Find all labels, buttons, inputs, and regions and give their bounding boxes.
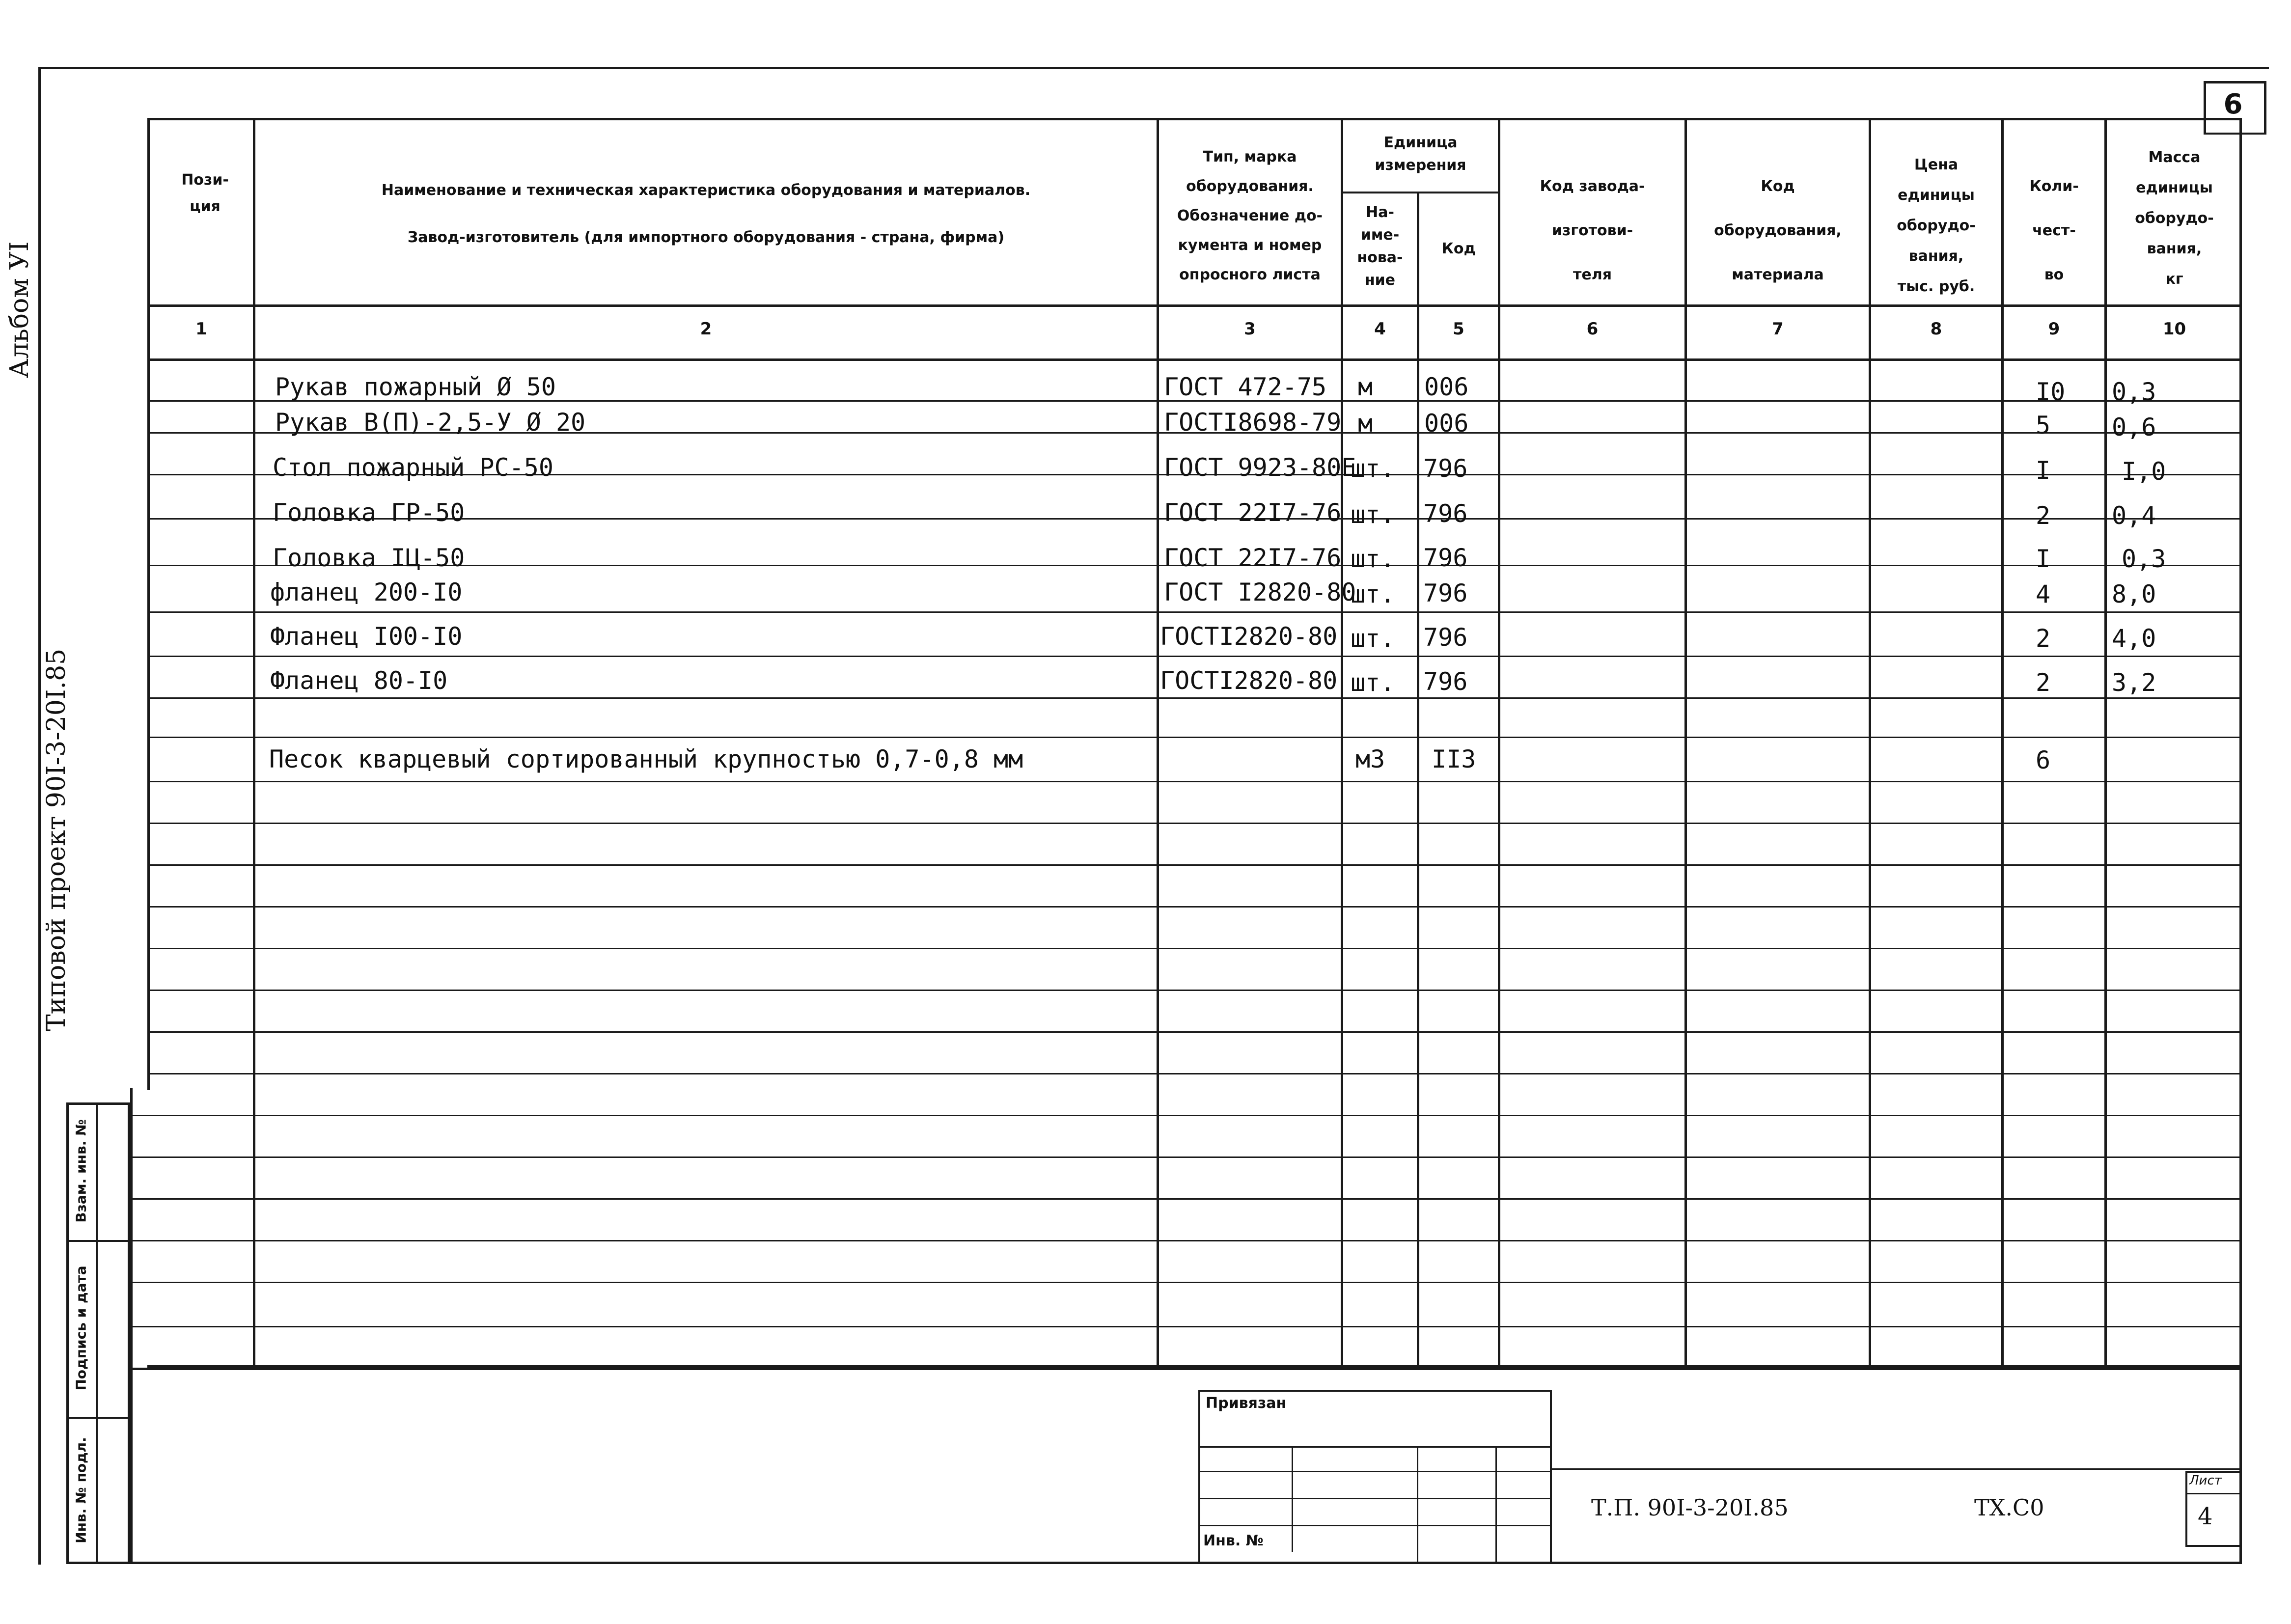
row7-name: Фланец I00-I0: [270, 622, 463, 651]
attached-v3: [1495, 1446, 1497, 1562]
table-row-line: [133, 1156, 2242, 1158]
hdr-price-l1: Цена: [1914, 156, 1959, 173]
sheet-box-divider: [2185, 1493, 2242, 1494]
project-title: Типовой проект 90I-3-20I.85: [42, 648, 71, 1031]
table-row-line: [147, 781, 2242, 782]
titleblock-bottom-line: [130, 1562, 2242, 1564]
hdr-unit-code: Код: [1441, 240, 1476, 257]
row9-code: II3: [1432, 745, 1476, 773]
side-stamp-h1: [66, 1240, 130, 1242]
hdr-name-l2: Завод-изготовитель (для импортного оборудования - страна, фирма): [407, 229, 1005, 246]
table-row-line: [147, 906, 2242, 908]
row7-doc: ГОСТI2820-80: [1160, 622, 1338, 651]
row8-mass: 3,2: [2112, 668, 2156, 697]
document-mark: ТХ.С0: [1974, 1494, 2044, 1521]
row9-unit: м3: [1355, 745, 1385, 773]
hdr-factory-l1: Код завода-: [1540, 178, 1645, 195]
unit-group-line: [1341, 192, 1500, 193]
row6-mass: 8,0: [2112, 580, 2156, 608]
table-row-line: [133, 1282, 2242, 1283]
table-row-line: [133, 1115, 2242, 1116]
table-row-line: [147, 1031, 2242, 1033]
hdr-factory-l3: теля: [1573, 266, 1612, 283]
table-row-line: [133, 1240, 2242, 1241]
hdr-equipment-code: [1687, 165, 1869, 297]
attached-h4: [1198, 1525, 1552, 1526]
hdr-price: [1871, 150, 2001, 302]
row8-code: 796: [1423, 667, 1468, 696]
outer-frame-left: [38, 67, 41, 1565]
table-row-line: [133, 1198, 2242, 1200]
designation: Т.П. 90I-3-20I.85: [1591, 1494, 1789, 1521]
attached-h2: [1198, 1471, 1552, 1472]
hdr-type-l5: опросного листа: [1179, 266, 1321, 283]
hdr-equip-l1: Код: [1761, 178, 1795, 195]
row8-qty: 2: [2036, 668, 2051, 697]
attached-label: Привязан: [1206, 1395, 1287, 1412]
hdr-qty-l2: чест-: [2032, 222, 2076, 239]
hdr-unit-name-l2: име-: [1360, 226, 1400, 244]
row8-name: Фланец 80-I0: [270, 666, 448, 695]
row6-code: 796: [1423, 579, 1468, 607]
hdr-mass-l1: Масса: [2148, 149, 2201, 166]
colnum-3: 3: [1244, 319, 1256, 339]
side-stamp-h2: [66, 1417, 130, 1419]
hdr-price-l4: вания,: [1908, 248, 1964, 265]
hdr-quantity: [2004, 165, 2104, 297]
hdr-name-l1: Наименование и техническая характеристика оборудования и материалов.: [381, 182, 1031, 199]
hdr-unit-l1: Единица: [1383, 134, 1458, 151]
row5-qty: I: [2036, 545, 2051, 573]
table-row-line: [147, 656, 2242, 657]
row1-name: Рукав пожарный Ø 50: [275, 373, 556, 401]
row1-unit: м: [1358, 373, 1373, 401]
row4-name: Головка ГР-50: [273, 498, 465, 527]
row6-unit: шт.: [1351, 580, 1395, 608]
row1-code: 006: [1424, 373, 1469, 401]
hdr-type-l1: Тип, марка: [1203, 148, 1297, 165]
colnum-9: 9: [2048, 319, 2060, 339]
album-title: Альбом УI: [5, 241, 34, 378]
row3-code: 796: [1423, 454, 1468, 483]
hdr-mass-l2: единицы: [2136, 179, 2213, 196]
row4-mass: 0,4: [2112, 501, 2156, 530]
row2-doc: ГОСТI8698-79: [1164, 408, 1342, 437]
row1-qty: I0: [2036, 378, 2066, 406]
row9-qty: 6: [2036, 746, 2051, 774]
colnum-8: 8: [1930, 319, 1942, 339]
hdr-position: [157, 167, 253, 220]
hdr-mass: [2107, 142, 2242, 295]
hdr-position-l1: Пози-: [181, 171, 229, 189]
colnum-5: 5: [1453, 319, 1464, 339]
table-row-line: [147, 948, 2242, 949]
table-row-line: [147, 864, 2242, 866]
hdr-unit-name-l3: нова-: [1357, 249, 1403, 266]
row2-unit: м: [1358, 409, 1373, 438]
colnum-bottom-line: [147, 358, 2242, 361]
row4-unit: шт.: [1351, 500, 1395, 529]
row8-unit: шт.: [1351, 668, 1395, 697]
sign-date-label: Подпись и дата: [73, 1266, 89, 1391]
row7-unit: шт.: [1351, 624, 1395, 653]
hdr-unit-name-l1: На-: [1366, 204, 1394, 221]
hdr-qty-l1: Коли-: [2029, 178, 2079, 195]
row6-doc: ГОСТ I2820-80: [1164, 578, 1356, 606]
inv-no-label: Инв. №: [1203, 1532, 1264, 1549]
row7-mass: 4,0: [2112, 624, 2156, 653]
corner-number: 6: [2223, 88, 2243, 120]
table-row-line: [133, 1326, 2242, 1327]
hdr-position-l2: ция: [190, 198, 221, 215]
designation-line: [1552, 1468, 2242, 1470]
colnum-4: 4: [1374, 319, 1386, 339]
hdr-qty-l3: во: [2044, 266, 2064, 283]
attached-v1: [1292, 1446, 1293, 1552]
header-bottom-line: [147, 304, 2242, 307]
titleblock-top-line: [130, 1368, 2242, 1370]
hdr-equip-l2: оборудования,: [1714, 222, 1842, 239]
hdr-type: [1159, 142, 1341, 290]
hdr-type-l4: кумента и номер: [1178, 237, 1322, 254]
row5-mass: 0,3: [2122, 545, 2166, 573]
row1-mass: 0,3: [2112, 378, 2156, 406]
table-row-line: [147, 823, 2242, 824]
row5-name: Головка IЦ-50: [273, 544, 465, 572]
hdr-factory-l2: изготови-: [1551, 222, 1633, 239]
row3-name: Стол пожарный РС-50: [273, 453, 553, 482]
colnum-10: 10: [2162, 319, 2186, 339]
row1-doc: ГОСТ 472-75: [1164, 373, 1327, 401]
row7-code: 796: [1423, 623, 1468, 652]
table-row-line: [147, 611, 2242, 613]
row6-qty: 4: [2036, 580, 2051, 608]
outer-frame-top: [39, 67, 2269, 69]
hdr-unit-name-l4: ние: [1364, 272, 1396, 289]
hdr-mass-l4: вания,: [2147, 240, 2202, 257]
hdr-unit-l2: измерения: [1375, 157, 1466, 174]
hdr-type-l2: оборудования.: [1186, 178, 1314, 195]
hdr-mass-l3: оборудо-: [2135, 210, 2214, 227]
hdr-unit-group: [1343, 132, 1498, 177]
table-row-line: [147, 697, 2242, 699]
hdr-price-l2: единицы: [1898, 187, 1975, 204]
side-stamp-divider: [96, 1102, 98, 1564]
sheet-label: Лист: [2189, 1473, 2222, 1488]
row4-code: 796: [1423, 499, 1468, 528]
row2-mass: 0,6: [2112, 413, 2156, 441]
row6-name: фланец 200-I0: [270, 578, 463, 606]
hdr-factory-code: [1500, 165, 1684, 297]
row2-qty: 5: [2036, 411, 2051, 440]
colnum-1: 1: [195, 319, 207, 339]
colnum-6: 6: [1586, 319, 1599, 339]
row4-qty: 2: [2036, 501, 2051, 530]
row5-code: 796: [1423, 544, 1468, 572]
attached-v2: [1417, 1446, 1418, 1562]
row7-qty: 2: [2036, 624, 2051, 653]
row3-unit: шт.: [1351, 454, 1395, 483]
hdr-unit-name: [1343, 201, 1417, 292]
row5-doc: ГОСТ 22I7-76: [1164, 544, 1342, 572]
row3-doc: ГОСТ 9923-80Е: [1164, 453, 1356, 482]
row4-doc: ГОСТ 22I7-76: [1164, 498, 1342, 527]
row2-name: Рукав В(П)-2,5-У Ø 20: [275, 408, 586, 437]
colnum-7: 7: [1772, 319, 1784, 339]
col-line-4: [1417, 192, 1419, 1368]
colnum-2: 2: [700, 319, 712, 339]
hdr-type-l3: Обозначение до-: [1177, 207, 1323, 224]
attached-h1: [1198, 1446, 1552, 1448]
row3-qty: I: [2036, 456, 2051, 485]
hdr-price-l5: тыс. руб.: [1897, 278, 1975, 295]
sheet-number: 4: [2198, 1503, 2213, 1530]
inv-replace-label: Взам. инв. №: [73, 1119, 89, 1223]
row5-unit: шт.: [1351, 545, 1395, 573]
hdr-equip-l3: материала: [1732, 266, 1824, 283]
hdr-name: [255, 167, 1157, 261]
table-row-line: [147, 990, 2242, 991]
row9-name: Песок кварцевый сортированный крупностью 0,7-0,8 мм: [269, 745, 1023, 773]
table-left-border-top: [147, 118, 150, 1090]
inv-orig-label: Инв. № подл.: [73, 1437, 89, 1543]
table-row-line: [147, 1073, 2242, 1074]
row8-doc: ГОСТI2820-80: [1160, 666, 1338, 695]
row2-code: 006: [1424, 409, 1469, 438]
attached-h3: [1198, 1498, 1552, 1499]
table-row-line: [147, 737, 2242, 738]
hdr-price-l3: оборудо-: [1897, 217, 1976, 234]
row3-mass: I,0: [2122, 457, 2166, 486]
hdr-mass-l5: кг: [2165, 271, 2183, 288]
